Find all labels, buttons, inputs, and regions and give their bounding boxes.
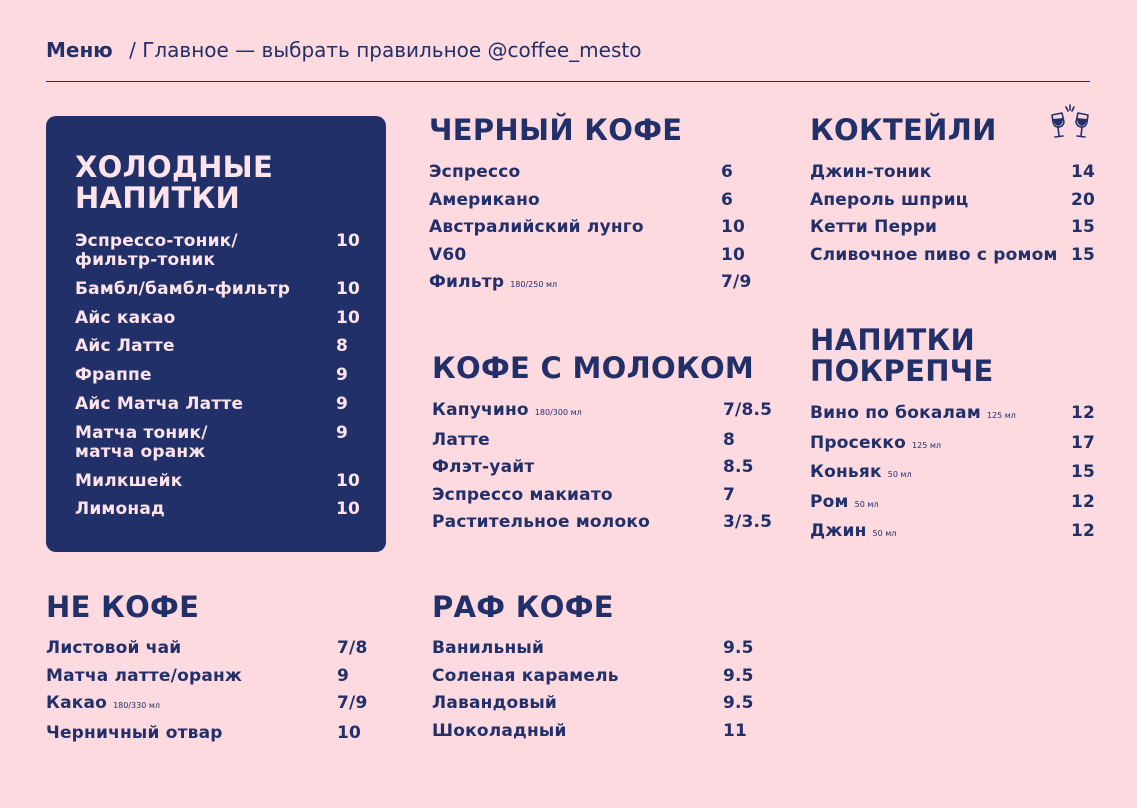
- menu-item: [429, 272, 752, 294]
- menu-item: [810, 462, 1096, 484]
- item-volume-note: 50 мл: [872, 529, 897, 538]
- item-price: 9: [337, 665, 350, 686]
- item-name-line: Австралийский лунго: [429, 217, 644, 237]
- item-volume-note: 180/330 мл: [113, 701, 160, 710]
- item-name: [810, 493, 879, 514]
- menu-item: [429, 163, 749, 182]
- menu-item: [75, 278, 361, 299]
- item-name: [432, 458, 534, 477]
- item-name-line: V60: [429, 244, 467, 265]
- item-price: 12: [1071, 521, 1096, 541]
- item-name-line: матча оранж: [75, 441, 206, 462]
- menu-item: [75, 366, 357, 385]
- item-name-line: Бамбл/бамбл-фильтр: [75, 278, 291, 299]
- item-name-line: Джин-тоник: [810, 162, 932, 182]
- item-name: [429, 273, 557, 294]
- menu-title: Меню: [46, 38, 113, 62]
- item-name: [75, 424, 208, 462]
- item-name: [75, 395, 243, 414]
- item-name-line: Просекко: [810, 432, 907, 453]
- item-name: [810, 404, 1016, 425]
- item-name-line: Матча тоник/: [75, 422, 208, 443]
- item-price: 10: [336, 307, 361, 328]
- item-name: [75, 337, 175, 356]
- menu-item: [75, 424, 357, 462]
- cold-drinks-card: [46, 116, 386, 552]
- strong-drinks-list: [810, 403, 1096, 552]
- item-price: 7/9: [337, 693, 368, 713]
- menu-item: [810, 189, 1096, 210]
- menu-item: [432, 431, 764, 450]
- menu-item: [810, 162, 1096, 182]
- item-volume-note: 125 мл: [912, 440, 942, 450]
- item-volume-note: 180/300 мл: [534, 408, 582, 417]
- item-name-line: Листовой чай: [46, 638, 182, 658]
- item-name-line: Айс Матча Латте: [75, 393, 244, 414]
- menu-item: [432, 639, 752, 658]
- item-name-line: Лавандовый: [432, 693, 558, 713]
- item-price: 15: [1071, 244, 1096, 265]
- item-price: 10: [336, 470, 361, 491]
- item-price: 9: [336, 393, 349, 414]
- item-name-line: Айс какао: [75, 307, 176, 328]
- item-name: [46, 724, 223, 743]
- item-price: 9: [336, 422, 349, 443]
- item-name-line: Апероль шприц: [810, 189, 969, 210]
- item-name-line: Ром: [810, 491, 849, 512]
- item-name: [429, 163, 520, 182]
- menu-item: [429, 246, 749, 265]
- item-name-line: Сливочное пиво с ромом: [810, 244, 1058, 265]
- menu-item: [432, 694, 752, 713]
- section-title-black-coffee: ЧЕРНЫЙ КОФЕ: [429, 113, 683, 147]
- item-name: [46, 667, 242, 686]
- item-name: [810, 463, 912, 484]
- item-name-line: Лимонад: [75, 499, 165, 520]
- menu-item: [429, 191, 749, 210]
- item-name: [46, 694, 160, 715]
- item-name: [810, 218, 937, 237]
- item-volume-note: 50 мл: [854, 499, 879, 509]
- item-name-line: Айс Латте: [75, 336, 175, 357]
- wine-glasses-cheers-icon: [1049, 103, 1091, 141]
- item-price: 17: [1071, 432, 1096, 453]
- menu-item: [75, 499, 361, 520]
- cold-drinks-list: [75, 231, 361, 529]
- item-price: 7: [723, 484, 736, 505]
- item-name-line: Милкшейк: [75, 470, 183, 491]
- menu-item: [429, 218, 749, 237]
- item-name: [75, 280, 290, 299]
- item-name: [432, 667, 619, 686]
- section-title-not-coffee: НЕ КОФЕ: [46, 590, 200, 624]
- item-name-line: Фильтр: [429, 272, 505, 292]
- item-volume-note: 180/250 мл: [510, 280, 558, 289]
- item-price: 9.5: [723, 665, 754, 686]
- menu-item: [46, 667, 366, 686]
- item-name-line: Латте: [432, 429, 490, 450]
- section-title-milk-coffee: КОФЕ С МОЛОКОМ: [432, 351, 755, 385]
- milk-coffee-list: [432, 400, 773, 541]
- item-name-line: Какао: [46, 693, 108, 713]
- menu-item: [75, 307, 361, 328]
- section-title-raf-coffee: РАФ КОФЕ: [432, 590, 614, 624]
- menu-item: [75, 337, 357, 356]
- item-name: [432, 639, 544, 658]
- header-divider: [46, 81, 1090, 82]
- item-name-line: Эспрессо-тоник/: [75, 231, 238, 251]
- item-price: 10: [336, 231, 361, 251]
- item-name: [75, 232, 238, 270]
- menu-item: [75, 395, 357, 414]
- item-name-line: Шоколадный: [432, 720, 567, 741]
- item-name: [432, 722, 567, 741]
- menu-item: [46, 694, 366, 715]
- item-price: 3/3.5: [723, 512, 773, 532]
- item-price: 8: [336, 336, 349, 357]
- item-name-line: Флэт-уайт: [432, 457, 535, 477]
- item-price: 7/8: [337, 638, 368, 658]
- menu-item: [432, 722, 752, 741]
- item-name-line: Джин: [810, 521, 867, 541]
- item-name-line: Соленая карамель: [432, 665, 619, 686]
- menu-subtitle: / Главное — выбрать правильное @coffee_mesto: [129, 38, 642, 62]
- item-name-line: Растительное молоко: [432, 512, 650, 532]
- menu-item: [46, 724, 366, 743]
- menu-item: [75, 470, 361, 491]
- item-price: 9.5: [723, 638, 754, 658]
- item-name-line: Матча латте/оранж: [46, 665, 243, 686]
- menu-item: [810, 403, 1096, 425]
- item-price: 8.5: [723, 457, 754, 477]
- item-price: 7/9: [721, 272, 752, 292]
- item-price: 6: [721, 189, 734, 210]
- item-price: 14: [1071, 162, 1096, 182]
- item-name-line: Американо: [429, 189, 540, 210]
- item-name-line: Вино по бокалам: [810, 403, 981, 423]
- menu-item: [810, 432, 1096, 455]
- section-title-cocktails: КОКТЕЙЛИ: [810, 113, 997, 147]
- item-name: [429, 218, 644, 237]
- item-price: 11: [723, 720, 748, 741]
- item-name-line: Кетти Перри: [810, 217, 938, 237]
- menu-item: [75, 231, 361, 270]
- menu-item: [810, 217, 1096, 237]
- item-name: [810, 191, 968, 210]
- item-name: [810, 522, 896, 543]
- item-price: 10: [337, 722, 362, 743]
- item-price: 9.5: [723, 693, 754, 713]
- item-price: 8: [723, 429, 736, 450]
- item-price: 10: [336, 499, 361, 520]
- menu-item: [432, 458, 764, 477]
- item-name-line: Эспрессо макиато: [432, 484, 613, 505]
- item-name-line: Капучино: [432, 400, 529, 420]
- raf-coffee-list: [432, 639, 752, 749]
- item-name: [432, 513, 650, 532]
- item-name: [429, 246, 466, 265]
- item-name: [432, 486, 613, 505]
- menu-item: [432, 400, 773, 422]
- item-name-line: фильтр-тоник: [75, 250, 216, 270]
- item-name: [429, 191, 540, 210]
- not-coffee-list: [46, 639, 366, 751]
- item-name: [810, 163, 932, 182]
- item-price: 15: [1071, 217, 1096, 237]
- menu-item: [46, 639, 366, 658]
- menu-item: [432, 512, 773, 532]
- section-title-cold-drinks: ХОЛОДНЫЕ НАПИТКИ: [75, 150, 274, 215]
- item-price: 9: [336, 365, 349, 386]
- item-name: [46, 639, 181, 658]
- item-name: [432, 694, 557, 713]
- item-price: 15: [1071, 462, 1096, 482]
- item-name: [75, 309, 176, 328]
- menu-item: [432, 667, 752, 686]
- item-name: [75, 366, 152, 385]
- item-price: 10: [336, 278, 361, 299]
- cocktails-list: [810, 162, 1096, 273]
- menu-item: [432, 486, 764, 505]
- item-price: 6: [721, 162, 734, 182]
- item-name-line: Эспрессо: [429, 162, 521, 182]
- item-price: 10: [721, 217, 746, 237]
- item-name: [432, 401, 582, 422]
- item-name-line: Ванильный: [432, 638, 545, 658]
- item-price: 12: [1071, 403, 1096, 423]
- item-volume-note: 50 мл: [887, 470, 912, 479]
- section-title-strong-drinks: НАПИТКИ ПОКРЕПЧЕ: [810, 323, 994, 388]
- black-coffee-list: [429, 162, 752, 303]
- item-name-line: Фраппе: [75, 365, 152, 386]
- menu-header: [46, 38, 641, 62]
- item-name-line: Черничный отвар: [46, 722, 223, 743]
- item-price: 20: [1071, 189, 1096, 210]
- item-price: 7/8.5: [723, 400, 773, 420]
- item-name: [432, 431, 490, 450]
- item-name: [810, 246, 1058, 265]
- item-name: [75, 472, 182, 491]
- menu-item: [810, 521, 1096, 543]
- item-name: [75, 500, 165, 519]
- item-name: [810, 434, 941, 455]
- item-volume-note: 125 мл: [986, 411, 1016, 420]
- item-price: 12: [1071, 491, 1096, 512]
- menu-item: [810, 244, 1096, 265]
- item-price: 10: [721, 244, 746, 265]
- menu-item: [810, 491, 1096, 514]
- item-name-line: Коньяк: [810, 462, 882, 482]
